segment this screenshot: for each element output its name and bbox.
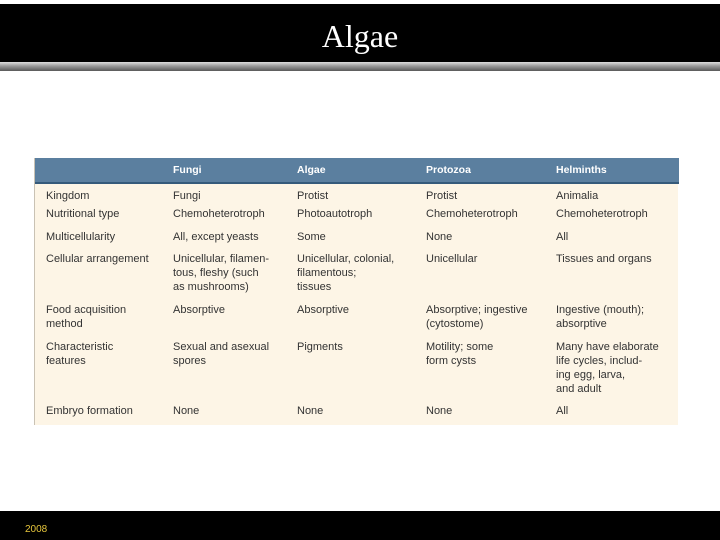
table-cell: None xyxy=(426,231,453,243)
table-row xyxy=(35,402,679,422)
slide-footer-bar xyxy=(0,509,720,540)
table-header-row xyxy=(35,158,679,183)
header-algae: Algae xyxy=(290,158,419,183)
table-cell: Chemoheterotroph xyxy=(173,208,265,220)
table-cell: Motility; some form cysts xyxy=(426,341,494,367)
row-label: Food acquisition method xyxy=(46,304,127,330)
table-cell: Some xyxy=(297,231,326,243)
header-helminths: Helminths xyxy=(549,158,679,183)
table-cell: Animalia xyxy=(556,190,599,202)
row-label: Characteristic features xyxy=(46,341,114,367)
table-cell: Chemoheterotroph xyxy=(556,208,648,220)
row-label: Nutritional type xyxy=(46,208,120,220)
header-fungi: Fungi xyxy=(166,158,290,183)
table-cell: All, except yeasts xyxy=(173,231,259,243)
row-label: Multicellularity xyxy=(46,231,116,243)
comparison-table xyxy=(34,158,678,425)
table-cell: Protist xyxy=(426,190,458,202)
table-cell: None xyxy=(173,405,200,417)
table-cell: Many have elaborate life cycles, includ- ing egg, larva, and adult xyxy=(556,341,659,395)
table-cell: Absorptive; ingestive (cytostome) xyxy=(426,304,528,330)
table-cell: Unicellular, colonial, filamentous; tissues xyxy=(297,253,395,293)
table-cell: Ingestive (mouth); absorptive xyxy=(556,304,645,330)
row-label: Cellular arrangement xyxy=(46,253,149,265)
table-cell: Absorptive xyxy=(297,304,349,316)
table-cell: None xyxy=(426,405,453,417)
eukaryote-comparison-table xyxy=(35,158,679,422)
table-cell: All xyxy=(556,231,569,243)
table-row xyxy=(35,300,679,337)
table-cell: Fungi xyxy=(173,190,201,202)
table-cell: Protist xyxy=(297,190,329,202)
title-divider xyxy=(0,62,720,71)
table-cell: Unicellular xyxy=(426,253,478,265)
table-row xyxy=(35,337,679,402)
table-cell: Photoautotroph xyxy=(297,208,373,220)
table-cell: Pigments xyxy=(297,341,343,353)
table-cell: Chemoheterotroph xyxy=(426,208,518,220)
table-row xyxy=(35,183,679,205)
table-cell: Sexual and asexual spores xyxy=(173,341,270,367)
table-cell: Absorptive xyxy=(173,304,225,316)
row-label: Embryo formation xyxy=(46,405,133,417)
footer-year: 2008 xyxy=(25,524,48,535)
row-label: Kingdom xyxy=(46,190,90,202)
table-cell: Unicellular, filamen- tous, fleshy (such as mushrooms) xyxy=(173,253,269,293)
slide-title: Algae xyxy=(321,18,399,54)
table-row xyxy=(35,228,679,250)
header-protozoa: Protozoa xyxy=(419,158,549,183)
table-cell: Tissues and organs xyxy=(556,253,652,265)
table-row xyxy=(35,205,679,228)
slide-title-bar xyxy=(0,0,720,62)
table-row xyxy=(35,250,679,300)
table-cell: All xyxy=(556,405,569,417)
table-cell: None xyxy=(297,405,324,417)
header-cell xyxy=(35,158,166,183)
